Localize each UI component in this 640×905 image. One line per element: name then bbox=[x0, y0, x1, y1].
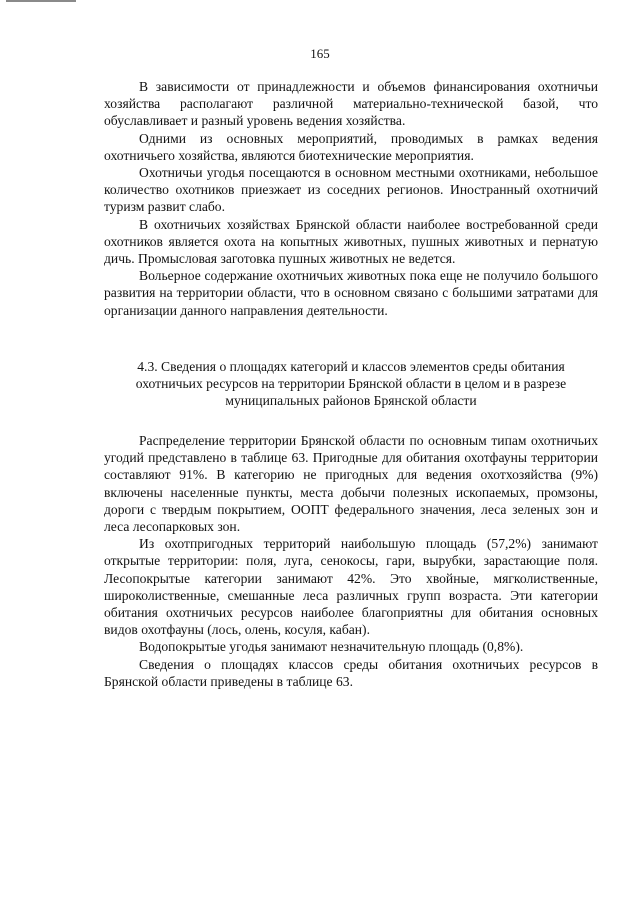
paragraph: В охотничьих хозяйствах Брянской области наиболее востребованной среди охотников является охота на копытных животных, пушных животных и пернатую дичь. Промысловая заготовка пушных животных не ведется. bbox=[104, 216, 598, 267]
heading-line: муниципальных районов Брянской области bbox=[225, 393, 477, 409]
paragraph: Сведения о площадях классов среды обитания охотничьих ресурсов в Брянской области приведены в таблице 63. bbox=[104, 656, 598, 689]
heading-line: 4.3. Сведения о площадях категорий и классов элементов среды обитания bbox=[137, 359, 565, 374]
paragraph: Вольерное содержание охотничьих животных пока еще не получило большого развития на территории области, что в основном связано с большими затратами для организации данного направления деятельности. bbox=[104, 268, 598, 318]
paragraph: В зависимости от принадлежности и объемов финансирования охотничьи хозяйства располагают различной материально-технической базой, что обуславливает и разный уровень ведения хозяйства. bbox=[104, 79, 598, 129]
section-heading bbox=[104, 358, 598, 410]
page-number: 165 bbox=[310, 46, 330, 61]
text-section-1 bbox=[104, 78, 598, 319]
paragraph: Из охотпригодных территорий наибольшую площадь (57,2%) занимают открытые территории: поля, луга, сенокосы, гари, вырубки, зарастающие поля. Лесопокрытые категории занимают 42%. Это хвойные, мягколиственные, широколиственные, смешанные леса различных групп возраста. Эти категории обитания охотничьих ресурсов наиболее благоприятны для обитания основных видов охотфауны (лось, олень, косуля, кабан). bbox=[104, 536, 598, 638]
paragraph: Распределение территории Брянской области по основным типам охотничьих угодий представлено в таблице 63. Пригодные для обитания охотфауны территории составляют 91%. В категорию не пригодных для ведения охотхозяйства (9%) включены населенные пункты, места добычи полезных ископаемых, промзоны, дороги с твердым покрытием, ООПТ федерального значения, леса зеленых зон и леса лесопарковых зон. bbox=[104, 433, 598, 535]
text-section-2 bbox=[104, 432, 598, 690]
scan-edge-mark bbox=[6, 0, 76, 2]
paragraph: Охотничьи угодья посещаются в основном местными охотниками, небольшое количество охотников приезжает из соседних регионов. Иностранный охотничий туризм развит слабо. bbox=[104, 165, 598, 215]
paragraph: Водопокрытые угодья занимают незначительную площадь (0,8%). bbox=[139, 639, 524, 655]
paragraph: Одними из основных мероприятий, проводимых в рамках ведения охотничьего хозяйства, являются биотехнические мероприятия. bbox=[104, 130, 598, 163]
heading-line: охотничьих ресурсов на территории Брянской области в целом и в разрезе bbox=[135, 376, 567, 392]
